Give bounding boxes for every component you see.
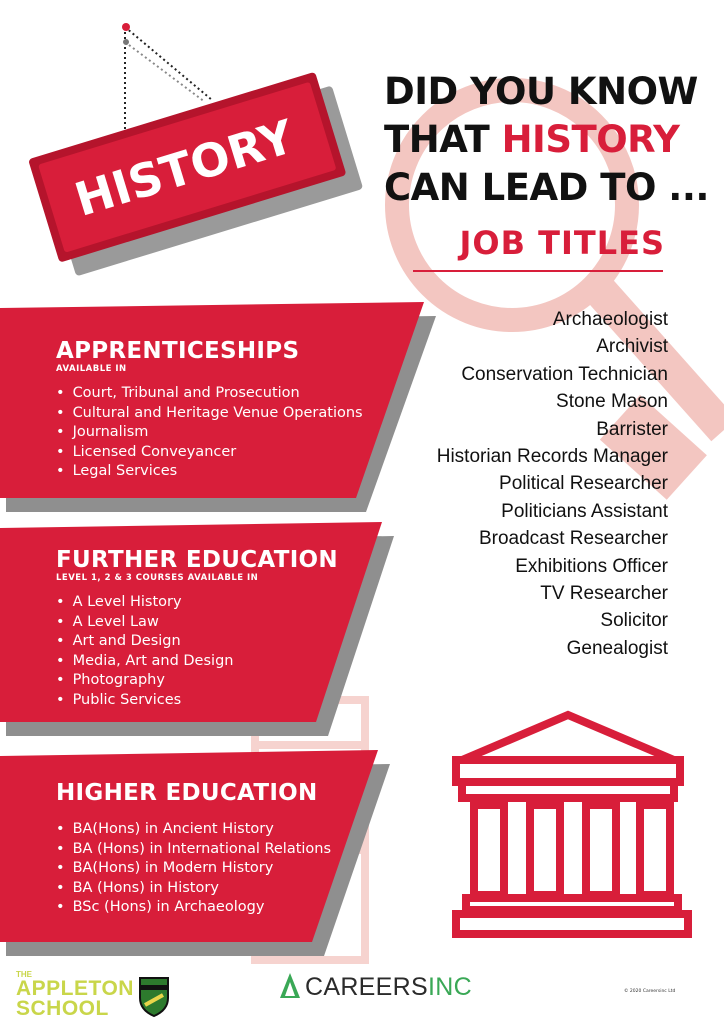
- list-item: • BA(Hons) in Ancient History: [56, 820, 331, 840]
- higher-education-title: HIGHER EDUCATION: [56, 780, 318, 806]
- job-title-item: Broadcast Researcher: [478, 528, 668, 550]
- list-item: • Court, Tribunal and Prosecution: [56, 384, 363, 404]
- list-item: • Photography: [56, 671, 338, 691]
- job-title-item: Archivist: [596, 336, 668, 358]
- careersinc-wordmark-b: INC: [427, 973, 472, 1001]
- list-item: • A Level Law: [56, 613, 338, 633]
- school-logo-the: THE: [16, 970, 32, 979]
- appleton-school-logo: [16, 970, 134, 1019]
- classical-building-icon: [456, 715, 688, 934]
- higher-education-list: [56, 820, 331, 918]
- list-item: • Journalism: [56, 423, 363, 443]
- headline: [384, 68, 714, 212]
- job-title-item: Solicitor: [600, 610, 668, 632]
- job-title-item: Politicians Assistant: [501, 500, 668, 522]
- copyright-notice: © 2020 Careersinc Ltd: [624, 989, 676, 994]
- job-title-item: Archaeologist: [552, 309, 668, 330]
- job-title-item: Stone Mason: [556, 391, 668, 413]
- job-titles-divider: [413, 270, 663, 272]
- school-logo-line-2: SCHOOL: [16, 997, 109, 1020]
- further-education-section: [56, 547, 338, 710]
- list-item: • Licensed Conveyancer: [56, 443, 363, 463]
- careersinc-logo: [305, 973, 472, 1002]
- list-item: • Cultural and Heritage Venue Operations: [56, 404, 363, 424]
- higher-education-section: [56, 780, 331, 918]
- list-item: • Media, Art and Design: [56, 652, 338, 672]
- history-hanging-sign: [28, 23, 363, 280]
- further-education-subtitle: LEVEL 1, 2 & 3 COURSES AVAILABLE IN: [56, 573, 259, 583]
- job-titles-heading: JOB TITLES: [459, 224, 665, 262]
- apprenticeships-title: APPRENTICESHIPS: [56, 338, 300, 364]
- school-crest-icon: [140, 978, 168, 1016]
- apprenticeships-list: [56, 384, 363, 482]
- job-titles-list: [437, 306, 668, 662]
- list-item: • BA (Hons) in International Relations: [56, 840, 331, 860]
- headline-line-1: DID YOU KNOW: [384, 70, 698, 113]
- headline-line-3: CAN LEAD TO ...: [384, 166, 709, 209]
- careersinc-wordmark-a: CAREERS: [305, 973, 428, 1001]
- job-title-item: Historian Records Manager: [436, 446, 668, 468]
- list-item: • BA(Hons) in Modern History: [56, 859, 331, 879]
- job-title-item: Conservation Technician: [461, 363, 668, 385]
- list-item: • A Level History: [56, 593, 338, 613]
- job-title-item: Barrister: [596, 418, 668, 440]
- sign-label: HISTORY: [68, 109, 301, 227]
- list-item: • Public Services: [56, 691, 338, 711]
- headline-line-2-prefix: THAT: [384, 118, 502, 161]
- job-title-item: Genealogist: [566, 637, 668, 659]
- list-item: • BSc (Hons) in Archaeology: [56, 898, 331, 918]
- pin-icon: [122, 23, 130, 31]
- apprenticeships-section: [56, 338, 363, 482]
- job-title-item: TV Researcher: [540, 583, 668, 605]
- list-item: • Legal Services: [56, 462, 363, 482]
- school-logo-line-1: APPLETON: [16, 977, 134, 1000]
- job-title-item: Exhibitions Officer: [515, 555, 668, 577]
- headline-highlight: HISTORY: [501, 118, 680, 161]
- apprenticeships-subtitle: AVAILABLE IN: [56, 364, 127, 374]
- headline-line-2: [384, 116, 714, 164]
- job-title-item: Political Researcher: [499, 473, 668, 495]
- further-education-title: FURTHER EDUCATION: [56, 547, 338, 573]
- list-item: • BA (Hons) in History: [56, 879, 331, 899]
- list-item: • Art and Design: [56, 632, 338, 652]
- further-education-list: [56, 593, 338, 710]
- careersinc-logo-icon: [280, 973, 300, 998]
